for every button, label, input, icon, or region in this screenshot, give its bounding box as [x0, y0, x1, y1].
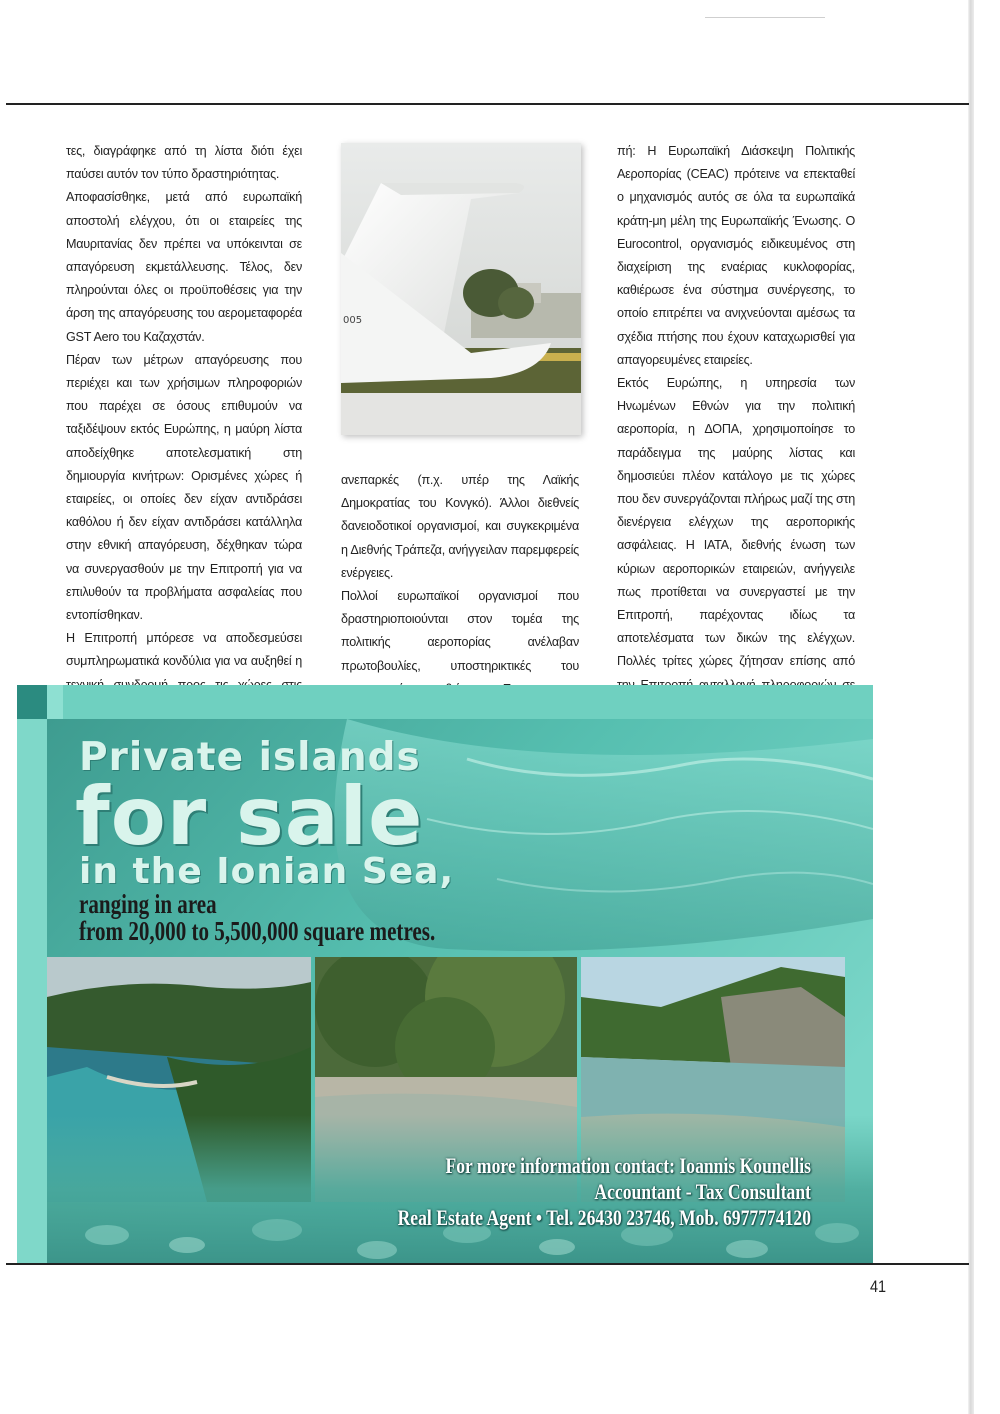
ad-top-strip [17, 685, 873, 719]
ad-left-strip [17, 719, 47, 1263]
article-column-3 [617, 140, 855, 720]
page-number: 41 [870, 1277, 887, 1296]
paragraph: Πέραν των μέτρων απαγόρευσης που περιέχει και των χρήσιμων πληροφοριών που παρέχει σε όσους επιθυμούν να ταξιδέψουν εκτός Ευρώπης, η μαύρη λίστα αποδείχθηκε αποτελεσματική στη δημιουργία κινήτρων: Ορισμένες χώρες ή εταιρείες, οι οποίες δεν είχαν αντιδράσει καθόλου ή δεν είχαν αντιδράσει κατάλληλα στην εθνική απαγόρευση, δέχθηκαν τώρα να συνεργασθούν με την Επιτροπή για να επιλυθούν τα προβλήματα ασφαλείας που εντοπίσθηκαν. [66, 352, 302, 623]
paragraph: Πολλοί ευρωπαϊκοί οργανισμοί που δραστηριοποιούνται στον τομέα της πολιτικής αεροπορίας ανέλαβαν πρωτοβουλίες, υποστηρικτικές του [341, 589, 579, 673]
page-edge-shadow [968, 0, 974, 1414]
ad-decor-square [17, 685, 47, 719]
ad-contact-line1: For more information contact: Ioannis Kounellis [445, 1153, 811, 1178]
tail-code: 005 [343, 315, 363, 326]
airplane-tail-icon [341, 143, 581, 435]
paragraph [617, 372, 855, 720]
paragraph: ανεπαρκές (π.χ. υπέρ της Λαϊκής Δημοκρατίας του Κονγκό). Άλλοι διεθνείς δανειοδοτικοί οργανισμοί, και συγκεκριμένα η Διεθνής Τράπεζα, ανήγγειλαν παρεμφερείς ενέργειες. [341, 473, 579, 580]
top-rule [6, 103, 969, 105]
bottom-rule [6, 1263, 969, 1265]
article-column-2 [341, 469, 579, 701]
paragraph: πή: Η Ευρωπαϊκή Διάσκεψη Πολιτικής Αεροπορίας (CEAC) πρότεινε να επεκταθεί ο μηχανισμός αυτός σε όλα τα ευρωπαϊκά κράτη-μη μέλη της Ευρωπαϊκής Ένωσης. Ο Eurocontrol, οργανισμός ειδικευμένος στη διαχείριση της εναέριας κυκλοφορίας, καθιέρωσε ένα σύστημα συνέργεσης, το οποίο επιτρέπει να ανιχνεύονται αμέσως τα σχέδια πτήσης που έχουν καταχωρισθεί για απαγορευμένες εταιρείες. [617, 144, 855, 367]
ad-sub-line2: from 20,000 to 5,500,000 square metres. [79, 916, 436, 946]
ad-headline-line2: for sale [75, 770, 424, 863]
ad-decor-square [47, 685, 63, 719]
paragraph: Αποφασίσθηκε, μετά από ευρωπαϊκή αποστολή ελέγχου, ότι οι εταιρείες της Μαυριτανίας δεν πρέπει να υπόκεινται σε απαγόρευση εκμετάλλευσης. Τέλος, δεν πληρούνται όλες οι προϋποθέσεις για την άρση της απαγόρευσης του αερομεταφορέα GST Aero του Καζαχστάν. [66, 190, 302, 344]
ad-subheadline [79, 891, 547, 945]
ad-contact-line2: Accountant - Tax Consultant [594, 1179, 811, 1204]
article-column-1 [66, 140, 302, 743]
ad-headline-line1: Private islands [79, 735, 421, 780]
ad-contact-line3: Real Estate Agent • Tel. 26430 23746, Mob. 6977774120 [397, 1205, 811, 1230]
ad-headline-line3: in the Ionian Sea, [79, 851, 455, 892]
paragraph-text: Εκτός Ευρώπης, η υπηρεσία των Ηνωμένων Εθνών για την πολιτική αεροπορία, η ΔΟΠΑ, χρησιμοποίησε το παράδειγμα της μαύρης λίστας και δημοσιεύει πλέον κατάλογο με τις χώρες που δεν συνεργάζονται πλήρως μαζί της στη διενέργεια ελέγχων της αεροπορικής ασφάλειας. Η ΙΑΤΑ, διεθνής ένωση των κύριων αεροπορικών εταιρειών, ανήγγειλε πως προτίθεται να συνεργαστεί με την Επιτροπή, παρέχοντας ιδίως τα αποτελέσματα των δικών της ελέγχων. Πολλές τρίτες χώρες ζήτησαν επίσης από [617, 376, 856, 669]
advertisement-private-islands[interactable] [17, 685, 873, 1263]
top-faint-line [705, 17, 825, 18]
paragraph: Η Επιτροπή μπόρεσε να αποδεσμεύσει συμπληρωματικά κονδύλια για να αυξηθεί η [66, 631, 302, 669]
ad-sub-line1: ranging in area [79, 889, 217, 919]
ad-contact-info [251, 1153, 811, 1231]
paragraph: τες, διαγράφηκε από τη λίστα διότι έχει παύσει αυτόν τον τύπο δραστηριότητας. [66, 144, 302, 182]
airplane-tail-photo [341, 143, 581, 435]
